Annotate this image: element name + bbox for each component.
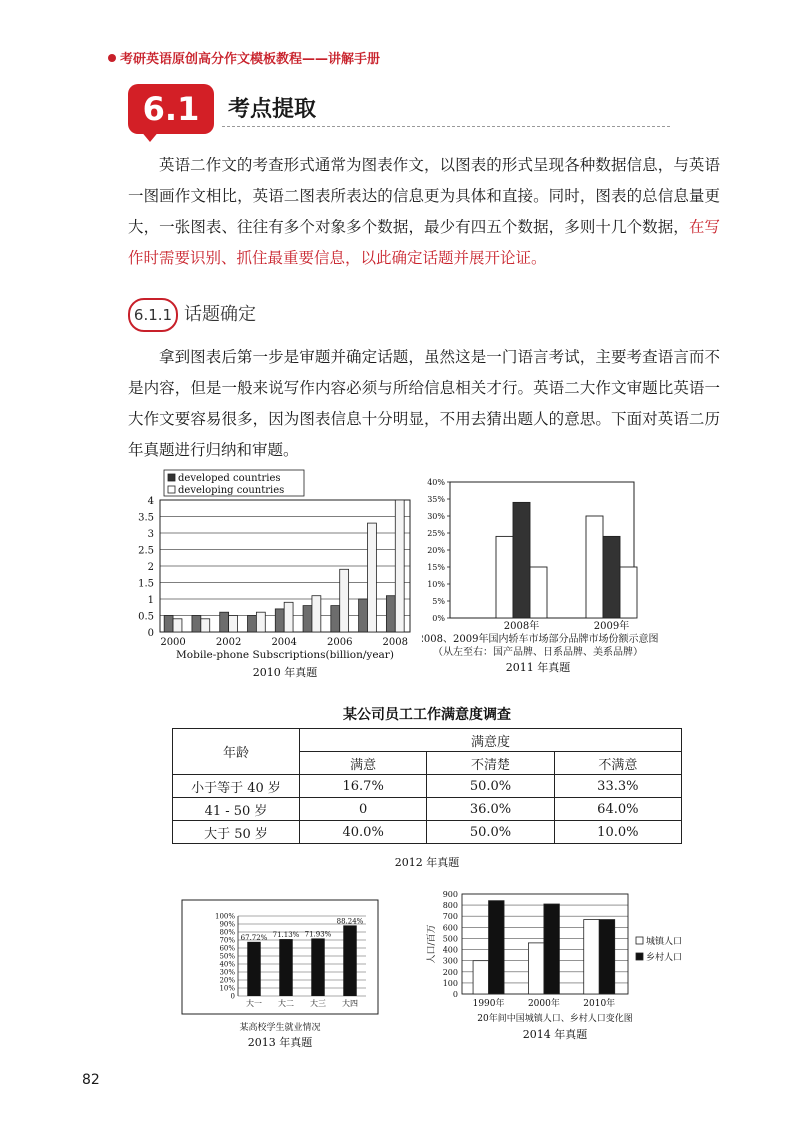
y-tick-label: 10%	[427, 580, 445, 589]
y-tick-label: 40%	[219, 960, 235, 969]
table-group-header: 满意度	[300, 729, 682, 752]
y-tick-label: 0	[230, 992, 235, 1001]
bar	[544, 904, 559, 994]
chart-caption: 2010 年真题	[252, 666, 318, 679]
y-tick-label: 60%	[219, 944, 235, 953]
bar	[248, 616, 257, 633]
table-2012-title: 某公司员工工作满意度调查	[343, 707, 511, 723]
y-axis-label: 人口/百万	[427, 924, 437, 964]
chart-2011	[422, 476, 712, 690]
bar	[386, 596, 395, 632]
legend-label: developed countries	[178, 473, 281, 484]
table-cell: 50.0%	[427, 821, 554, 844]
y-tick-label: 2	[147, 562, 154, 573]
table-row	[173, 821, 682, 844]
y-tick-label: 0.5	[138, 611, 154, 623]
legend-swatch	[168, 486, 175, 493]
bar	[584, 920, 599, 994]
bar	[311, 938, 324, 996]
y-tick-label: 25%	[427, 529, 445, 538]
legend-swatch	[168, 474, 175, 481]
y-tick-label: 80%	[219, 928, 235, 937]
bar	[303, 606, 312, 632]
y-tick-label: 30%	[219, 968, 235, 977]
table-row	[173, 775, 682, 798]
badge-tail	[140, 130, 160, 142]
intro-highlight: 在写作时需要识别、抓住最重要信息，以此确定话题并展开论证。	[128, 218, 720, 267]
table-col-header: 不满意	[554, 752, 681, 775]
bar	[164, 616, 173, 633]
x-tick-label: 2004	[271, 637, 297, 648]
subsection-number: 6.1.1	[128, 298, 178, 332]
bar	[275, 609, 284, 632]
y-tick-label: 3	[147, 529, 154, 540]
bar	[256, 612, 265, 632]
title-divider	[222, 126, 670, 127]
y-tick-label: 0	[452, 990, 458, 999]
section-number-badge: 6.1	[128, 84, 214, 134]
data-label: 71.93%	[304, 930, 332, 939]
bar	[473, 961, 488, 994]
body-paragraph: 拿到图表后第一步是审题并确定话题，虽然这是一门语言考试，主要考查语言而不是内容，但是一般来说写作内容必须与所给信息相关才行。英语二大作文审题比英语一大作文要容易很多，因为图表信息十分明显，不用去猜出题人的意思。下面对英语二历年真题进行归纳和审题。	[128, 348, 720, 459]
intro-paragraph	[128, 150, 720, 274]
table-2012	[172, 728, 682, 844]
data-label: 71.13%	[272, 931, 300, 940]
header-bullet-icon	[108, 54, 116, 62]
chart-2014-svg	[420, 882, 700, 1056]
y-tick-label: 20%	[427, 546, 445, 555]
y-tick-label: 50%	[219, 952, 235, 961]
y-tick-label: 20%	[219, 976, 235, 985]
y-tick-label: 4	[147, 496, 154, 507]
bar	[603, 536, 620, 618]
y-tick-label: 700	[442, 912, 458, 922]
satisfaction-table	[172, 728, 682, 844]
legend-swatch	[636, 953, 643, 960]
bar	[496, 536, 513, 618]
chart-2011-svg	[422, 476, 712, 690]
bar	[312, 596, 321, 632]
bar	[284, 602, 293, 632]
subsection-title: 话题确定	[184, 304, 256, 325]
bar	[173, 619, 182, 632]
x-tick-label: 2009年	[593, 621, 630, 632]
data-label: 67.72%	[240, 933, 268, 942]
x-tick-label: 大四	[342, 999, 358, 1008]
data-label: 88.24%	[336, 917, 364, 926]
chart-title: 2008、2009年国内轿车市场部分品牌市场份额示意图	[422, 634, 659, 645]
y-tick-label: 600	[442, 923, 458, 933]
y-tick-label: 35%	[427, 495, 445, 504]
bar	[513, 502, 530, 618]
y-tick-label: 15%	[427, 563, 445, 572]
bar	[489, 901, 504, 994]
running-header: 考研英语原创高分作文模板教程——讲解手册	[120, 52, 381, 67]
bar	[247, 942, 260, 996]
chart-2013	[180, 898, 410, 1056]
x-tick-label: 2000年	[527, 999, 560, 1009]
table-col-header: 不清楚	[427, 752, 554, 775]
y-tick-label: 100	[442, 978, 458, 988]
table-cell: 33.3%	[554, 775, 681, 798]
table-cell: 40.0%	[300, 821, 427, 844]
y-tick-label: 1.5	[138, 578, 154, 590]
chart-title: 某高校学生就业情况	[239, 1023, 321, 1033]
y-tick-label: 100%	[214, 912, 235, 921]
y-tick-label: 300	[442, 956, 458, 966]
x-tick-label: 大三	[310, 999, 326, 1008]
bar	[586, 516, 603, 618]
y-tick-label: 400	[442, 945, 458, 955]
bar	[530, 567, 547, 618]
x-tick-label: 2000	[160, 637, 186, 648]
table-row-header: 年龄	[173, 729, 300, 775]
y-tick-label: 2.5	[138, 545, 154, 557]
table-2012-caption: 2012 年真题	[394, 856, 460, 869]
x-tick-label: 2002	[215, 637, 242, 648]
legend-label: 乡村人口	[646, 953, 683, 963]
y-tick-label: 1	[147, 595, 154, 606]
y-tick-label: 10%	[219, 984, 235, 993]
bar	[395, 500, 404, 632]
legend-label: developing countries	[178, 485, 285, 496]
legend-swatch	[636, 937, 643, 944]
chart-2010-svg	[130, 468, 420, 682]
bar	[331, 606, 340, 632]
y-tick-label: 3.5	[138, 512, 154, 524]
table-cell: 10.0%	[554, 821, 681, 844]
y-tick-label: 70%	[219, 936, 235, 945]
table-cell: 64.0%	[554, 798, 681, 821]
table-row-label: 大于 50 岁	[173, 821, 300, 844]
y-tick-label: 900	[442, 890, 458, 899]
bar	[340, 569, 349, 632]
chart-2014	[420, 882, 700, 1056]
x-tick-label: 2008	[382, 637, 409, 648]
chart-2013-svg	[180, 898, 410, 1056]
table-cell: 16.7%	[300, 775, 427, 798]
x-tick-label: 2010年	[583, 999, 616, 1009]
page-number: 82	[82, 1072, 100, 1088]
x-axis-label: Mobile-phone Subscriptions(billion/year)	[176, 649, 394, 661]
section-title: 考点提取	[228, 97, 317, 122]
bar	[343, 925, 356, 996]
table-cell: 50.0%	[427, 775, 554, 798]
y-tick-label: 30%	[427, 512, 445, 521]
chart-caption: 2013 年真题	[247, 1036, 313, 1049]
intro-text: 英语二作文的考查形式通常为图表作文，以图表的形式呈现各种数据信息，与英语一图画作文相比，英语二图表所表达的信息更为具体和直接。同时，图表的总信息量更大，一张图表、往往有多个对象多个数据，最少有四五个数据，多则十几个数据，	[128, 156, 720, 236]
table-row-label: 小于等于 40 岁	[173, 775, 300, 798]
table-cell: 0	[300, 798, 427, 821]
table-row-label: 41 - 50 岁	[173, 798, 300, 821]
bar	[229, 616, 238, 633]
bar	[599, 920, 614, 994]
y-tick-label: 500	[442, 934, 458, 944]
table-row	[173, 798, 682, 821]
x-tick-label: 大一	[246, 999, 262, 1008]
bar	[192, 616, 201, 633]
legend-label: 城镇人口	[646, 937, 683, 947]
y-tick-label: 5%	[432, 597, 445, 606]
bar	[620, 567, 637, 618]
bar	[279, 939, 292, 996]
chart-caption: 2014 年真题	[522, 1028, 588, 1041]
x-tick-label: 大二	[278, 999, 294, 1008]
y-tick-label: 90%	[219, 920, 235, 929]
y-tick-label: 40%	[427, 478, 445, 487]
bar	[201, 619, 210, 632]
table-col-header: 满意	[300, 752, 427, 775]
bar	[359, 599, 368, 632]
chart-caption: 2011 年真题	[505, 661, 571, 674]
bar	[220, 612, 229, 632]
chart-2010	[130, 468, 420, 682]
x-tick-label: 1990年	[472, 999, 505, 1009]
y-tick-label: 0	[147, 628, 154, 639]
chart-title: 20年间中国城镇人口、乡村人口变化图	[477, 1014, 633, 1024]
y-tick-label: 200	[442, 967, 458, 977]
x-tick-label: 2008年	[503, 621, 540, 632]
table-cell: 36.0%	[427, 798, 554, 821]
bar	[368, 523, 377, 632]
y-tick-label: 800	[442, 901, 458, 911]
bar	[528, 943, 543, 994]
chart-subtitle: （从左至右：国产品牌、日系品牌、美系品牌）	[433, 647, 643, 658]
y-tick-label: 0%	[432, 614, 445, 623]
x-tick-label: 2006	[326, 637, 353, 648]
